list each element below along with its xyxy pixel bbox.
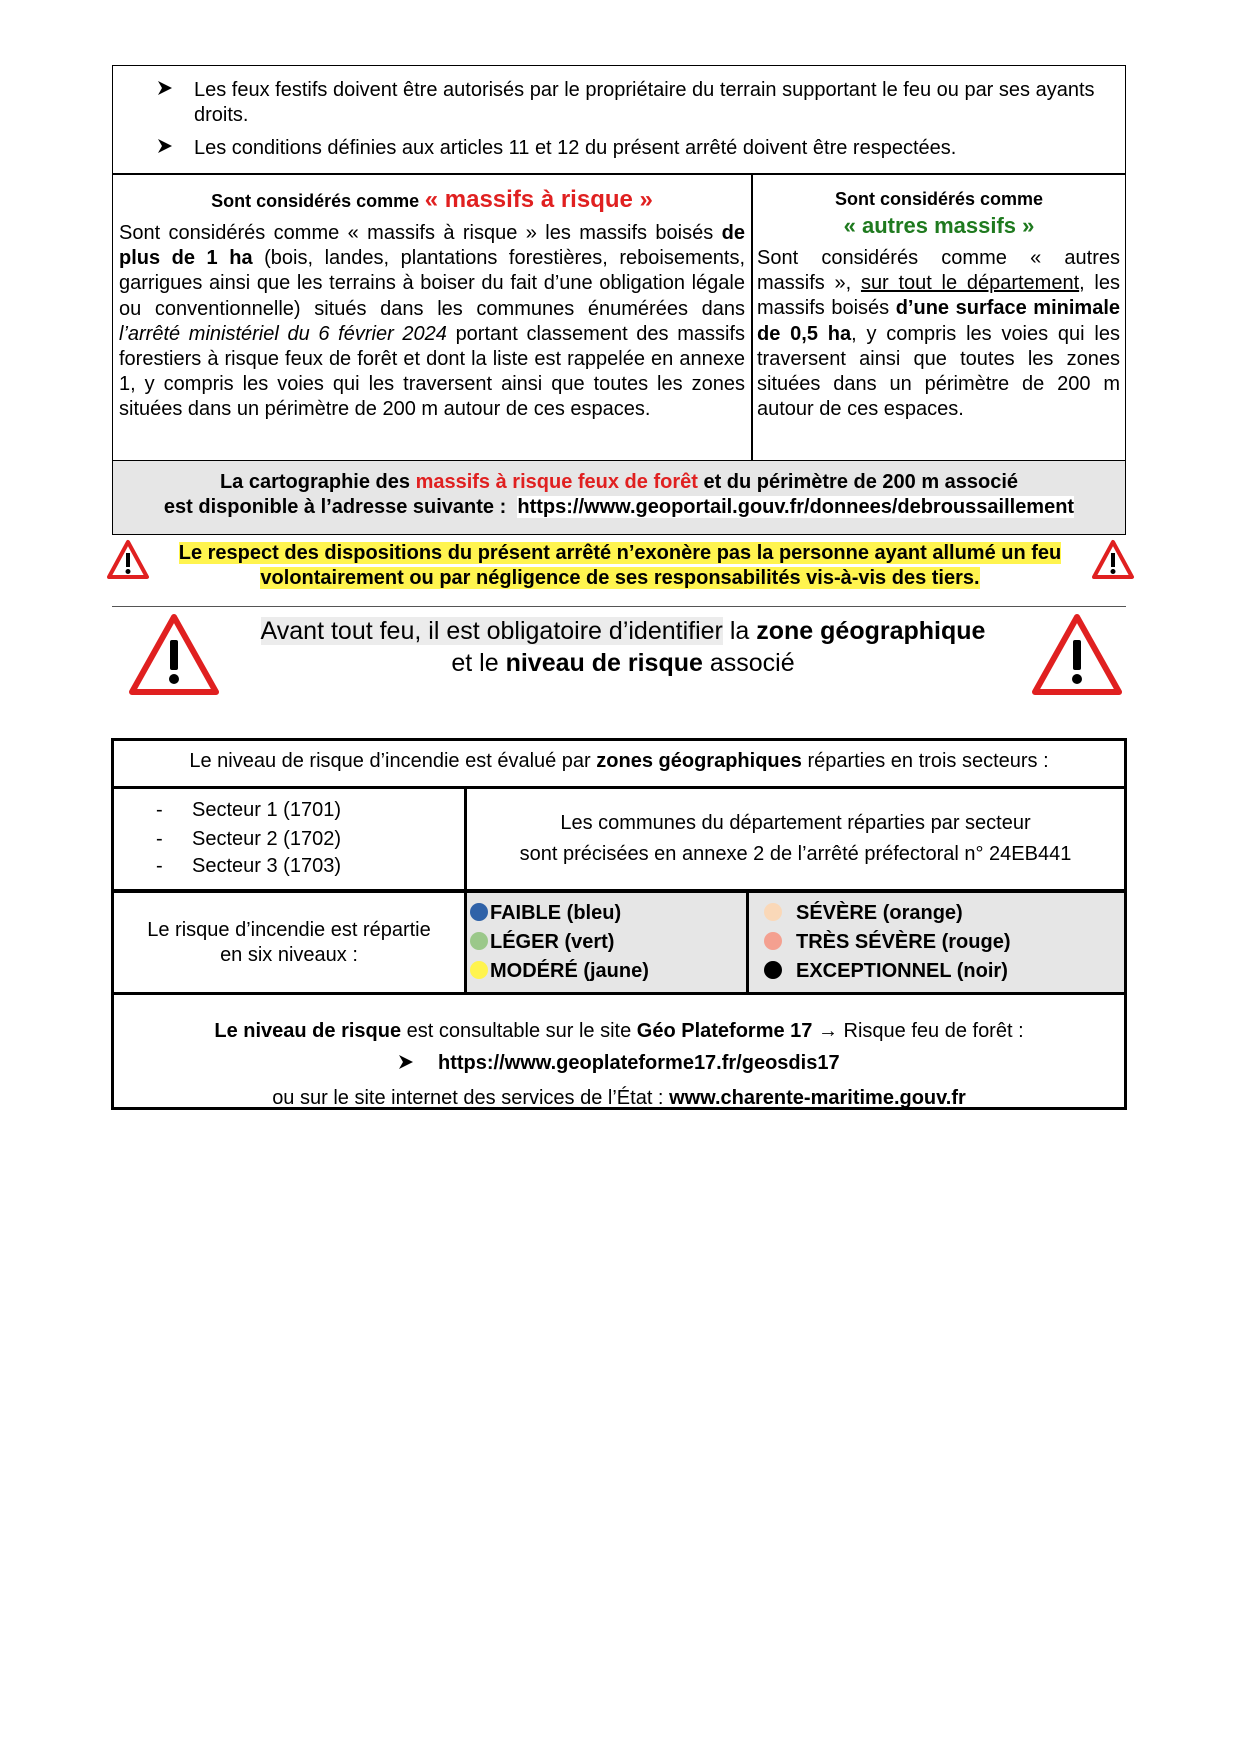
bullet-item xyxy=(160,78,1130,128)
notice-line: volontairement ou par négligence de ses responsabilités vis-à-vis des tiers. xyxy=(260,567,980,589)
paragraph-text: (bois, landes, plantations forestières, reboisements, garrigues ainsi que les terrains à boiser du fait d’une obligation légale ou conventionnelle) situés dans les communes énumérées dans xyxy=(119,247,745,320)
divider xyxy=(111,992,1127,995)
level-item xyxy=(470,928,746,957)
level-dot xyxy=(470,961,488,979)
level-dot xyxy=(470,932,488,950)
consult-line-2 xyxy=(114,1047,1124,1082)
carto-text-part: et du périmètre de 200 m associé xyxy=(703,471,1019,493)
secteurs-list xyxy=(150,799,450,882)
avant-text: associé xyxy=(709,649,795,677)
avant-bold: niveau de risque xyxy=(505,649,703,677)
level-label: LÉGER (vert) xyxy=(490,931,615,953)
consult-text-part: ou sur le site internet des services de l’État : xyxy=(272,1087,664,1109)
bullet-item xyxy=(160,136,1130,161)
warning-icon xyxy=(106,539,150,581)
prefecture-link[interactable]: www.charente-maritime.gouv.fr xyxy=(669,1087,966,1109)
list-dash: - xyxy=(156,855,163,877)
communes-text xyxy=(467,808,1124,870)
geoportail-link[interactable]: https://www.geoportail.gouv.fr/donnees/debroussaillement xyxy=(517,496,1075,518)
level-dot xyxy=(764,903,782,921)
right-col-body xyxy=(757,246,1120,422)
avant-text: et le xyxy=(451,649,499,677)
level-label: TRÈS SÉVÈRE (rouge) xyxy=(796,931,1011,953)
right-col-heading xyxy=(753,186,1125,240)
consult-line-1 xyxy=(114,1015,1124,1047)
consult-bold: Le niveau de risque xyxy=(214,1020,402,1042)
intro-text: réparties en trois secteurs : xyxy=(807,750,1049,772)
level-item xyxy=(764,899,1114,928)
list-dash: - xyxy=(156,799,163,821)
six-niveaux-line: en six niveaux : xyxy=(220,944,358,966)
divider xyxy=(111,786,1127,789)
list-item xyxy=(150,828,450,855)
list-item xyxy=(150,799,450,828)
consult-text-part: est consultable sur le site xyxy=(406,1020,632,1042)
heading-text: Sont considérés comme xyxy=(211,191,420,211)
avant-text: Avant tout feu, il est obligatoire d’identifier xyxy=(260,617,723,645)
level-label: FAIBLE (bleu) xyxy=(490,902,622,924)
level-item xyxy=(764,957,1114,986)
six-niveaux-text xyxy=(114,918,464,968)
communes-line: Les communes du département réparties par secteur xyxy=(560,812,1031,834)
carto-highlight: massifs à risque feux de forêt xyxy=(415,471,698,493)
geoplateforme-link[interactable]: https://www.geoplateforme17.fr/geosdis17 xyxy=(438,1052,840,1074)
level-dot xyxy=(470,903,488,921)
communes-line: sont précisées en annexe 2 de l’arrêté préfectoral n° 24EB441 xyxy=(519,843,1072,865)
intro-bold: zones géographiques xyxy=(596,750,802,772)
level-item xyxy=(470,899,746,928)
divider xyxy=(112,173,1126,175)
niveau-intro xyxy=(114,749,1124,774)
arrow-bullet-icon xyxy=(157,136,175,161)
warning-icon xyxy=(128,612,220,698)
arrow-icon: → xyxy=(817,1020,838,1042)
divider xyxy=(112,606,1126,607)
bullet-text: Les conditions définies aux articles 11 et 12 du présent arrêté doivent être respectées. xyxy=(194,137,957,159)
paragraph-text: , les massifs boisés xyxy=(757,272,1120,320)
list-item xyxy=(150,855,450,882)
levels-list xyxy=(764,899,1114,986)
carto-text xyxy=(113,470,1125,520)
respect-notice xyxy=(150,541,1090,591)
avant-notice xyxy=(220,615,1026,679)
level-label: EXCEPTIONNEL (noir) xyxy=(796,960,1008,982)
secteur-label: Secteur 1 (1701) xyxy=(192,799,341,821)
heading-highlight: « massifs à risque » xyxy=(424,186,653,213)
paragraph-text: portant classement des massifs forestiers à risque feux de forêt et dont la liste est rappelée en annexe 1, y compris les voies qui les traversent ainsi que toutes les zones situées dans un périmètre de 200 m autour de ces espaces. xyxy=(119,322,745,421)
level-label: MODÉRÉ (jaune) xyxy=(490,960,649,982)
level-item xyxy=(470,957,746,986)
consult-bold: Géo Plateforme 17 xyxy=(636,1020,813,1042)
paragraph-underline: sur tout le département xyxy=(860,272,1080,295)
carto-text-part: La cartographie des xyxy=(219,471,410,493)
arrow-bullet-icon xyxy=(398,1050,414,1082)
paragraph-italic: l’arrêté ministériel du 6 février 2024 xyxy=(119,322,447,345)
paragraph-bold: de plus de 1 ha xyxy=(119,222,745,270)
heading-highlight: « autres massifs » xyxy=(843,213,1035,238)
paragraph-text: Sont considérés comme « autres massifs », xyxy=(757,247,1120,295)
warning-icon xyxy=(1031,612,1123,698)
heading-text: Sont considérés comme xyxy=(834,189,1044,209)
level-label: SÉVÈRE (orange) xyxy=(796,902,963,924)
level-dot xyxy=(764,932,782,950)
carto-line-1 xyxy=(113,470,1125,495)
secteur-label: Secteur 2 (1702) xyxy=(192,828,341,850)
left-col-heading xyxy=(114,186,750,215)
list-dash: - xyxy=(156,828,163,850)
level-item xyxy=(764,928,1114,957)
consult-text xyxy=(114,1015,1124,1114)
consult-text-part: Risque feu de forêt : xyxy=(843,1020,1024,1042)
arrow-bullet-icon xyxy=(157,78,175,103)
six-niveaux-line: Le risque d’incendie est répartie xyxy=(147,919,431,941)
bullet-text: Les feux festifs doivent être autorisés par le propriétaire du terrain supportant le feu ou par ses ayants droits. xyxy=(194,79,1095,126)
paragraph-text: , y compris les voies qui les traversent ainsi que toutes les zones situées dans un périmètre de 200 m autour de ces espaces. xyxy=(757,322,1120,421)
paragraph-bold: d’une surface minimale de 0,5 ha xyxy=(757,297,1121,345)
carto-line-2 xyxy=(113,495,1125,520)
avant-text: la xyxy=(729,617,750,645)
notice-line: Le respect des dispositions du présent arrêté n’exonère pas la personne ayant allumé un feu xyxy=(178,542,1062,564)
secteur-label: Secteur 3 (1703) xyxy=(192,855,341,877)
avant-bold: zone géographique xyxy=(756,617,986,645)
paragraph-text: Sont considérés comme « massifs à risque » les massifs boisés xyxy=(119,222,714,244)
carto-text-part: est disponible à l’adresse suivante : xyxy=(163,496,507,518)
consult-line-3 xyxy=(114,1082,1124,1114)
intro-text: Le niveau de risque d’incendie est évalué par xyxy=(189,750,591,772)
levels-list xyxy=(470,899,746,986)
level-dot xyxy=(764,961,782,979)
warning-icon xyxy=(1091,539,1135,581)
left-col-body xyxy=(119,221,745,423)
